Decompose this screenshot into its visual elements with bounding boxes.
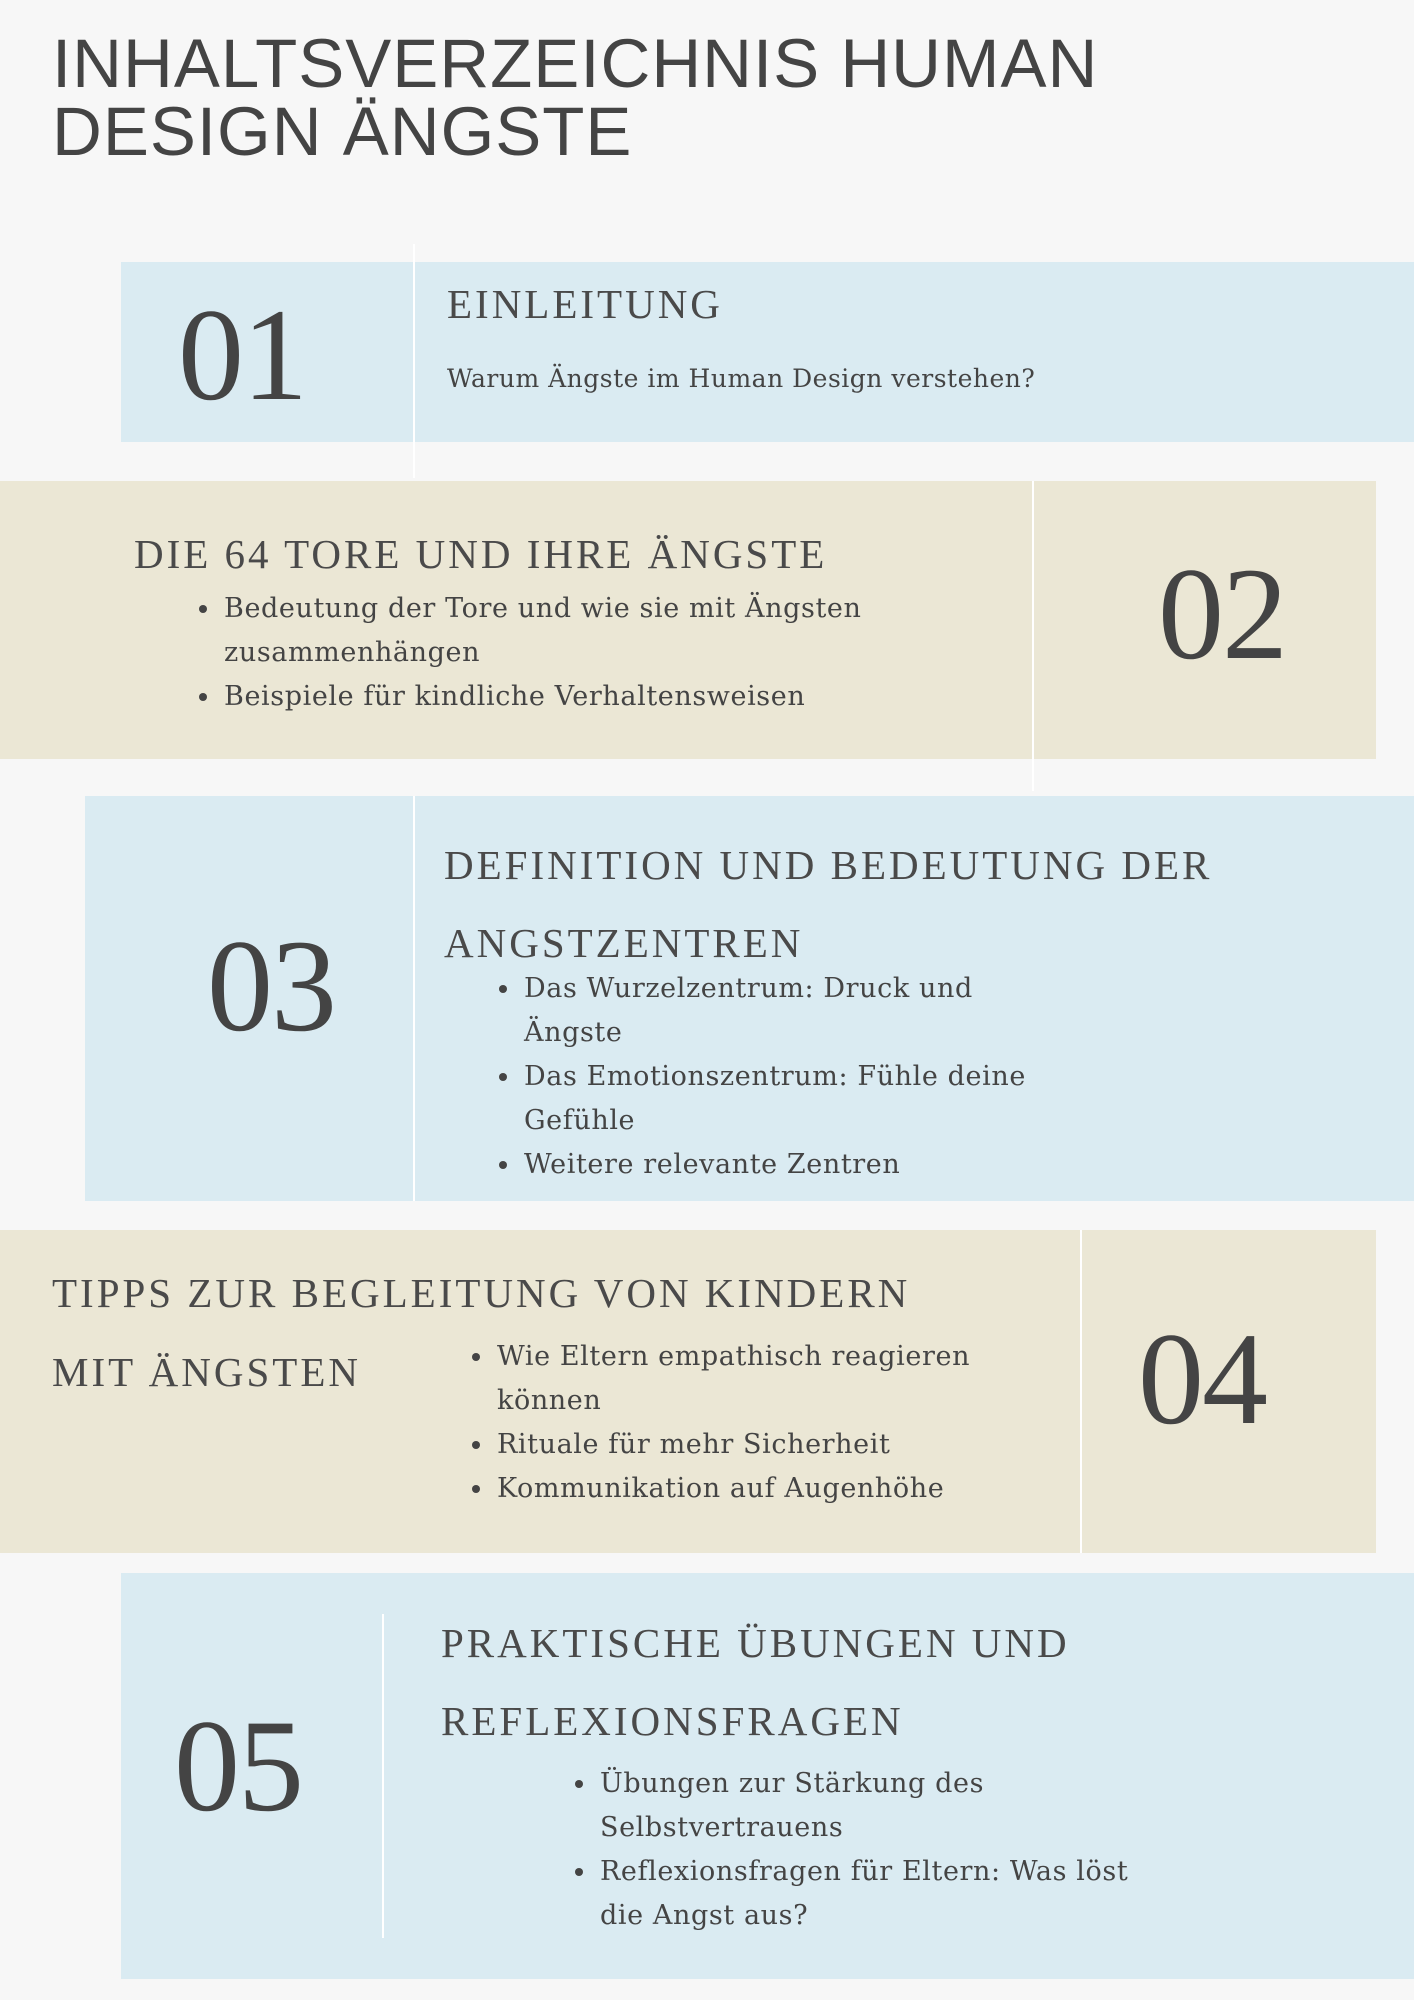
section-04-divider bbox=[1080, 1230, 1082, 1553]
section-01-number: 01 bbox=[178, 281, 306, 428]
section-01-band bbox=[121, 262, 1414, 442]
section-02-bullet-2: • Beispiele für kindliche Verhaltensweisen bbox=[222, 675, 942, 719]
section-01-heading-line-1: EINLEITUNG bbox=[447, 281, 723, 327]
section-05-number: 05 bbox=[174, 1692, 302, 1839]
section-04-heading-line-1: TIPPS ZUR BEGLEITUNG VON KINDERN bbox=[52, 1270, 911, 1316]
section-05-heading-line-1: PRAKTISCHE ÜBUNGEN UND bbox=[441, 1620, 1070, 1666]
section-04-bullet-1: • Wie Eltern empathisch reagieren können bbox=[495, 1335, 1055, 1423]
section-02-bullet-1: • Bedeutung der Tore und wie sie mit Ängsten zusammenhängen bbox=[222, 587, 942, 675]
page-title bbox=[52, 25, 1252, 170]
section-03-heading-line-1: DEFINITION UND BEDEUTUNG DER bbox=[444, 842, 1213, 888]
section-03-divider bbox=[413, 796, 415, 1201]
section-05-heading-line-2: REFLEXIONSFRAGEN bbox=[441, 1698, 904, 1744]
section-04-bullet-3: • Kommunikation auf Augenhöhe bbox=[495, 1467, 1055, 1511]
section-05-bullet-2: • Reflexionsfragen für Eltern: Was löst die Angst aus? bbox=[598, 1850, 1178, 1938]
section-03-bullet-3: • Weitere relevante Zentren bbox=[522, 1143, 1072, 1187]
section-03-heading-line-2: ANGSTZENTREN bbox=[444, 920, 804, 966]
section-01-heading bbox=[447, 280, 723, 328]
section-02-number: 02 bbox=[1158, 540, 1286, 687]
section-04-heading-line-2: MIT ÄNGSTEN bbox=[52, 1349, 361, 1395]
page-title-line-1: INHALTSVERZEICHNIS HUMAN bbox=[52, 25, 1099, 102]
section-03-bullet-2: • Das Emotionszentrum: Fühle deine Gefühle bbox=[522, 1055, 1072, 1143]
section-02-heading-line-1: DIE 64 TORE UND IHRE ÄNGSTE bbox=[134, 531, 828, 577]
section-03-heading bbox=[444, 826, 1212, 982]
section-04-bullet-list bbox=[463, 1335, 1055, 1511]
section-01-subtitle: Warum Ängste im Human Design verstehen? bbox=[447, 364, 1036, 393]
section-02-bullet-list bbox=[190, 587, 942, 719]
section-04-bullet-2: • Rituale für mehr Sicherheit bbox=[495, 1423, 1055, 1467]
section-03-number: 03 bbox=[207, 912, 335, 1059]
page-title-line-2: DESIGN ÄNGSTE bbox=[52, 93, 633, 170]
section-05-divider bbox=[382, 1614, 384, 1938]
section-05-heading bbox=[441, 1604, 1070, 1760]
section-01-divider bbox=[413, 244, 415, 478]
section-05-bullet-1: • Übungen zur Stärkung des Selbstvertrauens bbox=[598, 1762, 1178, 1850]
section-02-divider bbox=[1032, 481, 1034, 791]
section-04-number: 04 bbox=[1138, 1305, 1266, 1452]
section-03-bullet-1: • Das Wurzelzentrum: Druck und Ängste bbox=[522, 967, 1072, 1055]
section-05-bullet-list bbox=[566, 1762, 1178, 1938]
section-02-heading bbox=[134, 528, 827, 580]
section-03-bullet-list bbox=[490, 967, 1072, 1187]
